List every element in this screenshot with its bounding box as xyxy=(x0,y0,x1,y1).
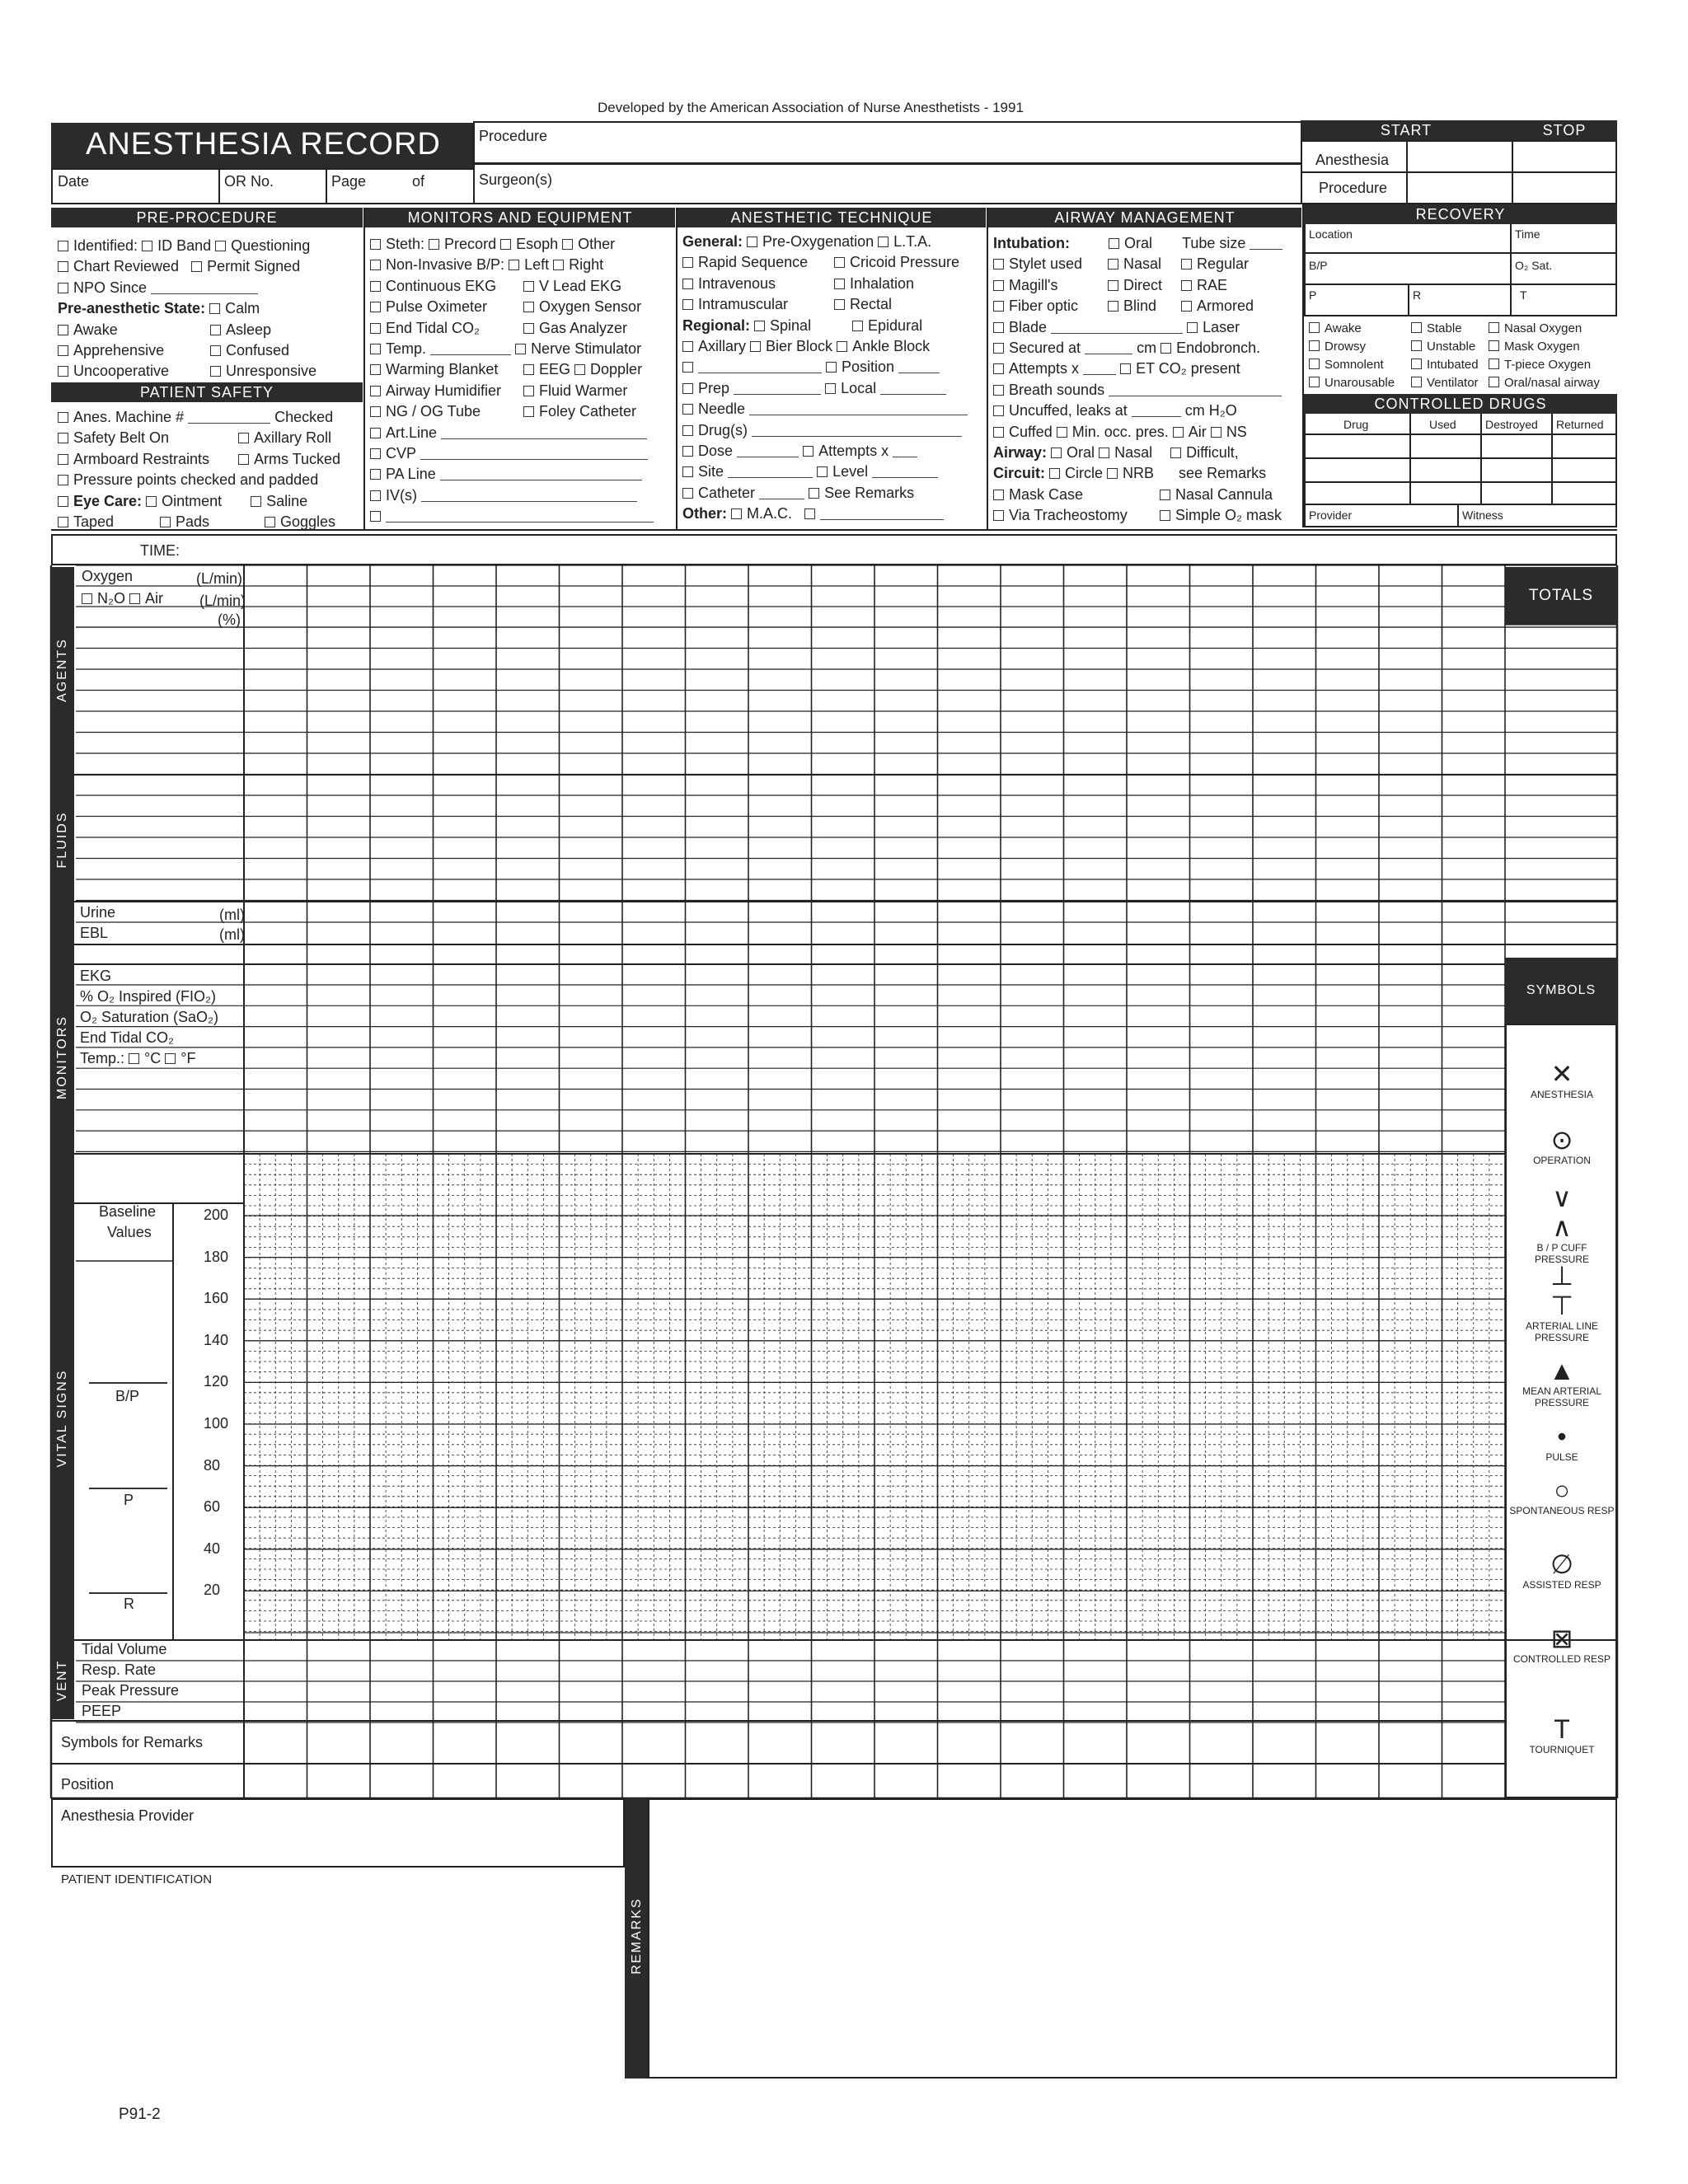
blade-label: Blade xyxy=(1009,318,1048,335)
time-label: TIME: xyxy=(140,542,180,559)
recovery-header: RECOVERY xyxy=(1304,204,1617,224)
ebl-label: EBL xyxy=(80,925,109,941)
form-number: P91-2 xyxy=(119,2106,161,2123)
symbol-glyph: ⊙ xyxy=(1550,1125,1573,1155)
stylet-label: Stylet used xyxy=(1009,255,1083,273)
y-tick-label: 120 xyxy=(204,1373,229,1390)
airway-header: AIRWAY MANAGEMENT xyxy=(988,208,1301,227)
recovery-t-label: T xyxy=(1520,288,1527,302)
symbols-header: SYMBOLS xyxy=(1505,958,1617,1024)
nibp-label: Non-Invasive B/P: xyxy=(386,256,505,274)
anesthesia-provider-label: Anesthesia Provider xyxy=(61,1807,195,1824)
drugs-label: Drug(s) xyxy=(698,421,748,438)
position-label: Position xyxy=(842,359,895,376)
air-label: Air xyxy=(145,590,164,607)
rec-awake-label: Awake xyxy=(1325,321,1362,335)
inhalation-label: Inhalation xyxy=(850,274,915,292)
n2o-label: N₂O xyxy=(97,590,125,607)
warming-label: Warming Blanket xyxy=(386,361,499,378)
direct-label: Direct xyxy=(1123,276,1163,293)
returned-col: Returned xyxy=(1556,418,1604,431)
npo-label: NPO Since xyxy=(73,279,148,296)
rec-drowsy-label: Drowsy xyxy=(1325,340,1367,354)
arms-tucked-label: Arms Tucked xyxy=(254,450,341,467)
cricoid-label: Cricoid Pressure xyxy=(850,254,960,271)
rec-t-piece-label: T-piece Oxygen xyxy=(1504,358,1592,372)
etco2-label: End Tidal CO₂ xyxy=(386,319,481,336)
min-occ-label: Min. occ. pres. xyxy=(1071,423,1169,440)
n2o-unit: (L/min) xyxy=(199,593,246,609)
catheter-label: Catheter xyxy=(698,484,756,501)
axillary-roll-label: Axillary Roll xyxy=(254,429,332,447)
symbol-tourniqueticon xyxy=(1508,1714,1615,1755)
o2-sat-label: O₂ Sat. xyxy=(1515,259,1553,272)
symbol-pulseicon xyxy=(1508,1422,1615,1463)
drug-col: Drug xyxy=(1343,418,1369,431)
uncuffed-label: Uncuffed, leaks at xyxy=(1009,402,1128,419)
pa-line-label: PA Line xyxy=(386,466,436,483)
other-label: Other xyxy=(578,236,616,252)
r-label: R xyxy=(124,1596,134,1612)
page-label: Page xyxy=(331,173,367,190)
or-no-label: OR No. xyxy=(224,173,274,190)
art-line-label: Art.Line xyxy=(386,424,438,441)
pressure-points-label: Pressure points checked and padded xyxy=(73,471,319,489)
symbol-label: OPERATION xyxy=(1533,1155,1591,1166)
symbol-controlled-respicon xyxy=(1508,1624,1615,1665)
level-label: Level xyxy=(832,463,869,480)
peep-label: PEEP xyxy=(82,1703,122,1719)
pulse-ox-label: Pulse Oximeter xyxy=(386,298,488,316)
rec-unstable-label: Unstable xyxy=(1427,340,1476,354)
chart-reviewed-label: Chart Reviewed xyxy=(73,258,180,275)
id-band-label: ID Band xyxy=(157,237,212,254)
ebl-unit: (ml) xyxy=(219,926,245,943)
page-title: ANESTHESIA RECORD xyxy=(86,127,441,162)
attempts-label: Attempts x xyxy=(818,442,889,459)
n2o-air-row xyxy=(82,590,163,607)
symbol-spontaneous-respicon xyxy=(1508,1475,1615,1516)
ivs-label: IV(s) xyxy=(386,486,417,504)
procedure-label: Procedure xyxy=(479,128,548,144)
y-tick-label: 40 xyxy=(204,1540,221,1557)
anesthesia-time-label: Anesthesia xyxy=(1315,152,1390,168)
checkbox[interactable] xyxy=(165,1053,176,1064)
peak-pressure-label: Peak Pressure xyxy=(82,1682,180,1699)
symbol-operationicon xyxy=(1508,1125,1615,1166)
epidural-label: Epidural xyxy=(868,316,923,334)
right-label: Right xyxy=(569,256,604,274)
tidal-volume-label: Tidal Volume xyxy=(82,1641,167,1657)
patient-safety-header: PATIENT SAFETY xyxy=(51,382,363,402)
precord-label: Precord xyxy=(444,236,497,252)
vent-label: VENT xyxy=(55,1659,69,1702)
pre-state-label: Pre-anesthetic State: xyxy=(58,300,206,317)
remarks-label: REMARKS xyxy=(630,1897,644,1975)
symbol-glyph: ✕ xyxy=(1550,1059,1573,1089)
permit-signed-label: Permit Signed xyxy=(207,258,301,275)
fluid-warmer-label: Fluid Warmer xyxy=(539,382,628,399)
date-label: Date xyxy=(58,173,90,190)
cm-label: cm xyxy=(1137,339,1157,356)
secured-at-label: Secured at xyxy=(1009,339,1081,356)
humidifier-label: Airway Humidifier xyxy=(386,382,502,399)
circuit-label: Circuit: xyxy=(993,465,1045,482)
symbol-b-p-cuff-pressureicon xyxy=(1508,1183,1615,1265)
values-label: Values xyxy=(107,1224,152,1240)
patient-id-label: PATIENT IDENTIFICATION xyxy=(61,1872,213,1886)
stop-header: STOP xyxy=(1512,120,1617,142)
rec-unarousable-label: Unarousable xyxy=(1325,376,1395,390)
axillary-label: Axillary xyxy=(698,337,747,354)
symbol-arterial-line-pressureicon xyxy=(1508,1261,1615,1343)
armored-label: Armored xyxy=(1197,298,1254,315)
simple-mask-label: Simple O₂ mask xyxy=(1175,507,1282,524)
vital-signs-label: VITAL SIGNS xyxy=(55,1369,69,1468)
rapid-seq-label: Rapid Sequence xyxy=(698,254,809,271)
apprehensive-label: Apprehensive xyxy=(73,341,165,359)
pre-procedure-header: PRE-PROCEDURE xyxy=(51,208,363,227)
location-label: Location xyxy=(1309,227,1353,241)
y-tick-label: 60 xyxy=(204,1498,221,1516)
symbol-label: PULSE xyxy=(1545,1451,1578,1463)
temp-row-label: Temp.: xyxy=(80,1050,125,1066)
esoph-label: Esoph xyxy=(516,236,559,252)
provider-label: Provider xyxy=(1309,509,1353,522)
goggles-label: Goggles xyxy=(280,513,336,530)
fiber-optic-label: Fiber optic xyxy=(1009,298,1079,315)
other-technique-label: Other: xyxy=(682,505,727,523)
identified-label: Identified: xyxy=(73,237,138,254)
symbol-glyph: ○ xyxy=(1554,1475,1570,1505)
airway-attempts-label: Attempts x xyxy=(1009,360,1080,377)
deg-c-label: °C xyxy=(144,1050,162,1066)
anes-machine-label: Anes. Machine # xyxy=(73,409,185,425)
ng-og-label: NG / OG Tube xyxy=(386,403,481,420)
via-trach-label: Via Tracheostomy xyxy=(1009,507,1128,524)
safety-belt-label: Safety Belt On xyxy=(73,429,170,447)
divider xyxy=(89,1592,167,1594)
pre-oxygenation-label: Pre-Oxygenation xyxy=(762,233,874,250)
totals-header: TOTALS xyxy=(1505,567,1617,625)
rec-intubated-label: Intubated xyxy=(1427,358,1479,372)
general-label: General: xyxy=(682,233,743,250)
symbol-glyph: • xyxy=(1557,1422,1567,1451)
rec-nasal-oxygen-label: Nasal Oxygen xyxy=(1504,321,1582,335)
symbol-label: CONTROLLED RESP xyxy=(1512,1653,1611,1665)
et-co2-label: ET CO₂ present xyxy=(1136,360,1240,377)
lta-label: L.T.A. xyxy=(893,233,932,250)
recovery-p-label: P xyxy=(1309,288,1317,302)
sao2-label: O₂ Saturation (SaO₂) xyxy=(80,1009,219,1025)
cont-ekg-label: Continuous EKG xyxy=(386,277,497,294)
uncooperative-label: Uncooperative xyxy=(73,363,170,380)
dose-label: Dose xyxy=(698,442,734,459)
symbol-label: B / P CUFF PRESSURE xyxy=(1534,1242,1590,1265)
y-tick-label: 20 xyxy=(204,1582,221,1599)
destroyed-col: Destroyed xyxy=(1485,418,1538,431)
pads-label: Pads xyxy=(176,513,210,530)
developed-by: Developed by the American Association of Nurse Anesthetists - 1991 xyxy=(598,100,1024,115)
local-label: Local xyxy=(841,379,877,396)
y-tick-label: 200 xyxy=(204,1207,229,1223)
symbol-glyph: ▲ xyxy=(1549,1356,1575,1385)
etco2-row-label: End Tidal CO₂ xyxy=(80,1029,175,1046)
resp-rate-label: Resp. Rate xyxy=(82,1661,157,1678)
symbol-glyph: T xyxy=(1554,1714,1570,1744)
symbol-label: TOURNIQUET xyxy=(1529,1744,1595,1755)
o2-sensor-label: Oxygen Sensor xyxy=(539,298,642,316)
symbols-remarks-label: Symbols for Remarks xyxy=(61,1734,204,1750)
procedure-time-label: Procedure xyxy=(1319,180,1388,196)
symbol-label: ANESTHESIA xyxy=(1530,1089,1594,1100)
laser-label: Laser xyxy=(1203,318,1240,335)
rec-ventilator-label: Ventilator xyxy=(1427,376,1479,390)
armboard-label: Armboard Restraints xyxy=(73,450,210,467)
y-tick-label: 160 xyxy=(204,1290,229,1307)
symbol-label: ASSISTED RESP xyxy=(1522,1579,1601,1591)
taped-label: Taped xyxy=(73,513,115,530)
site-label: Site xyxy=(698,463,724,480)
y-tick-label: 100 xyxy=(204,1415,229,1432)
nasal-label: Nasal xyxy=(1123,255,1162,273)
questioning-label: Questioning xyxy=(231,237,311,254)
blind-label: Blind xyxy=(1123,298,1157,315)
eeg-label: EEG xyxy=(539,361,571,378)
monitors-header: MONITORS AND EQUIPMENT xyxy=(365,208,675,227)
technique-header: ANESTHETIC TECHNIQUE xyxy=(678,208,986,227)
temp-label: Temp. xyxy=(386,340,427,357)
checkbox[interactable] xyxy=(129,593,140,604)
symbol-glyph: ⊥ ⊤ xyxy=(1550,1261,1573,1320)
difficult-label: Difficult, xyxy=(1186,443,1239,461)
awake-label: Awake xyxy=(73,321,118,338)
magills-label: Magill's xyxy=(1009,276,1058,293)
checkbox[interactable] xyxy=(129,1053,139,1064)
cuffed-label: Cuffed xyxy=(1009,423,1053,440)
mac-label: M.A.C. xyxy=(747,505,793,523)
divider xyxy=(89,1488,167,1489)
recovery-bp-label: B/P xyxy=(1309,259,1328,272)
ekg-label: EKG xyxy=(80,968,112,984)
symbol-label: MEAN ARTERIAL PRESSURE xyxy=(1522,1385,1601,1408)
symbol-glyph: ∅ xyxy=(1550,1549,1573,1579)
monitors-side-label: MONITORS xyxy=(55,1015,69,1099)
rec-mask-oxygen-label: Mask Oxygen xyxy=(1504,340,1580,354)
nerve-stim-label: Nerve Stimulator xyxy=(531,340,642,357)
calm-label: Calm xyxy=(225,300,260,317)
p-label: P xyxy=(124,1492,134,1508)
recovery-time-label: Time xyxy=(1515,227,1540,241)
y-tick-label: 180 xyxy=(204,1248,229,1265)
gas-analyzer-label: Gas Analyzer xyxy=(539,319,628,336)
asleep-label: Asleep xyxy=(226,321,272,338)
divider xyxy=(89,1382,167,1384)
regular-label: Regular xyxy=(1197,255,1250,273)
symbol-anesthesiaicon xyxy=(1508,1059,1615,1100)
confused-label: Confused xyxy=(226,341,290,359)
bp-label: B/P xyxy=(115,1388,140,1404)
needle-label: Needle xyxy=(698,401,746,418)
recovery-r-label: R xyxy=(1413,288,1422,302)
nrb-label: NRB xyxy=(1123,465,1155,482)
checked-label: Checked xyxy=(274,409,334,425)
fio2-label: % O₂ Inspired (FIO₂) xyxy=(80,988,217,1005)
surgeons-label: Surgeon(s) xyxy=(479,171,553,188)
left-label: Left xyxy=(524,256,550,274)
tube-size-label: Tube size xyxy=(1182,235,1246,251)
ointment-label: Ointment xyxy=(162,492,223,509)
start-header: START xyxy=(1301,120,1512,142)
bier-block-label: Bier Block xyxy=(766,337,833,354)
urine-unit: (ml) xyxy=(219,907,245,923)
temp-row xyxy=(80,1050,195,1067)
symbol-label: SPONTANEOUS RESP xyxy=(1509,1505,1615,1516)
see-remarks-label: See Remarks xyxy=(824,484,915,501)
y-tick-label: 140 xyxy=(204,1331,229,1348)
regional-label: Regional: xyxy=(682,316,751,334)
ankle-block-label: Ankle Block xyxy=(852,337,931,354)
rec-somnolent-label: Somnolent xyxy=(1325,358,1384,372)
remarks-box[interactable] xyxy=(648,1798,1617,2079)
rec-oral-nasal-label: Oral/nasal airway xyxy=(1504,376,1600,390)
cvp-label: CVP xyxy=(386,444,416,462)
controlled-drugs-header: CONTROLLED DRUGS xyxy=(1304,394,1617,414)
deg-f-label: °F xyxy=(181,1050,196,1066)
mask-case-label: Mask Case xyxy=(1009,485,1084,503)
rectal-label: Rectal xyxy=(850,296,893,313)
rae-label: RAE xyxy=(1197,276,1228,293)
agents-label: AGENTS xyxy=(55,638,69,702)
intubation-label: Intubation: xyxy=(993,235,1070,251)
airway-label: Airway: xyxy=(993,443,1048,461)
air-label: Air xyxy=(1188,423,1207,440)
steth-label: Steth: xyxy=(386,236,425,252)
witness-label: Witness xyxy=(1462,509,1503,522)
rec-stable-label: Stable xyxy=(1427,321,1462,335)
doppler-label: Doppler xyxy=(590,361,643,378)
of-label: of xyxy=(412,173,425,190)
saline-label: Saline xyxy=(266,492,308,509)
spinal-label: Spinal xyxy=(770,316,812,334)
position-row-label: Position xyxy=(61,1776,115,1793)
intravenous-label: Intravenous xyxy=(698,274,776,292)
symbol-glyph: ∨ ∧ xyxy=(1552,1183,1572,1242)
symbol-label: ARTERIAL LINE PRESSURE xyxy=(1525,1320,1599,1343)
airway-oral-label: Oral xyxy=(1067,443,1095,461)
symbol-mean-arterial-pressureicon xyxy=(1508,1356,1615,1408)
breath-sounds-label: Breath sounds xyxy=(1009,381,1105,398)
eye-care-label: Eye Care: xyxy=(73,492,143,509)
oxygen-unit: (L/min) xyxy=(196,570,243,587)
v-lead-label: V Lead EKG xyxy=(539,277,622,294)
nasal-cannula-label: Nasal Cannula xyxy=(1175,485,1273,503)
symbol-assisted-respicon xyxy=(1508,1549,1615,1591)
airway-nasal-label: Nasal xyxy=(1114,443,1153,461)
see-remarks-airway-label: see Remarks xyxy=(1179,465,1267,482)
ns-label: NS xyxy=(1226,423,1247,440)
oral-label: Oral xyxy=(1124,235,1153,251)
endobronch-label: Endobronch. xyxy=(1176,339,1261,356)
intramuscular-label: Intramuscular xyxy=(698,296,789,313)
symbol-glyph: ⊠ xyxy=(1550,1624,1573,1653)
checkbox[interactable] xyxy=(82,593,92,604)
circle-label: Circle xyxy=(1065,465,1104,482)
cm-h2o-label: cm H₂O xyxy=(1184,402,1237,419)
percent-unit: (%) xyxy=(218,612,241,628)
prep-label: Prep xyxy=(698,379,730,396)
used-col: Used xyxy=(1429,418,1456,431)
foley-label: Foley Catheter xyxy=(539,403,637,420)
y-tick-label: 80 xyxy=(204,1456,221,1474)
oxygen-label: Oxygen xyxy=(82,568,134,584)
baseline-label: Baseline xyxy=(99,1203,157,1220)
urine-label: Urine xyxy=(80,904,116,921)
unresponsive-label: Unresponsive xyxy=(226,363,317,380)
fluids-label: FLUIDS xyxy=(55,811,69,869)
